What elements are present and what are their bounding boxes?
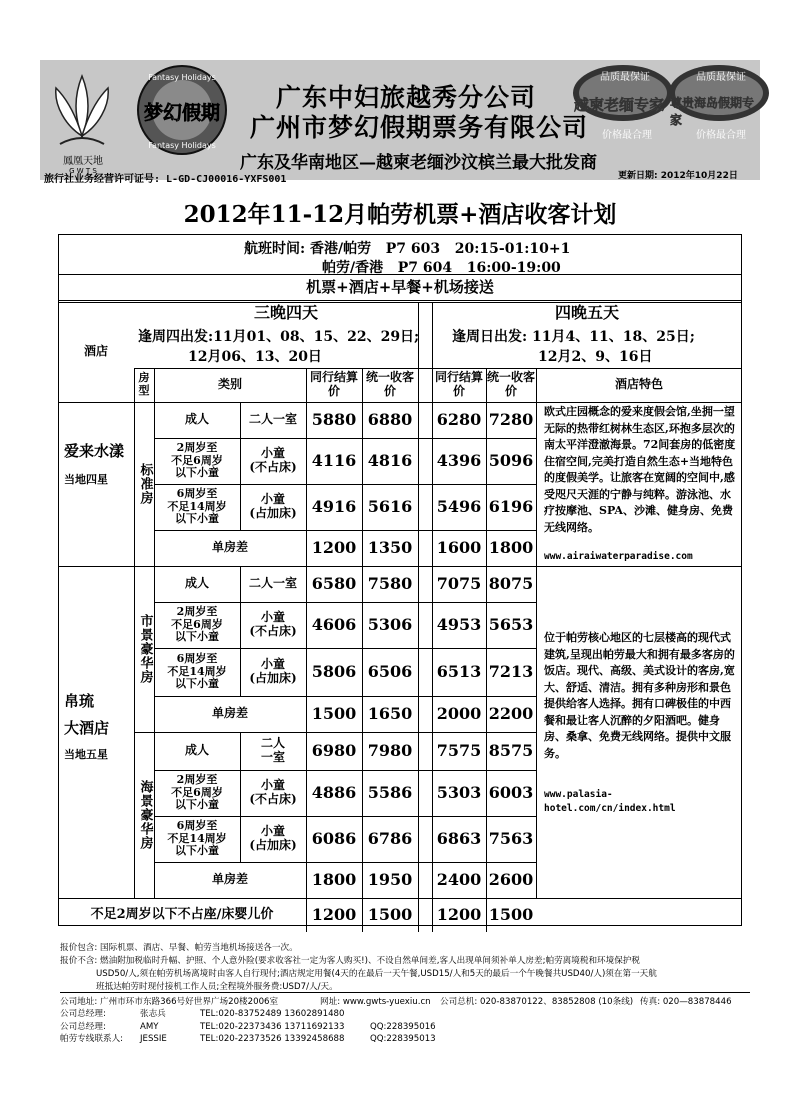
hotel-url[interactable]: www.palasia-hotel.com/cn/index.html	[544, 789, 676, 815]
flight-outbound: 航班时间: 香港/帕劳 P7 603 20:15-01:10+1	[244, 241, 571, 257]
note-exclude-cont: USD50/人,须在帕劳机场离境时由客人自行现付;酒店规定用餐(4天的在最后一天午餐,USD15/人和5天的最后一个午晚餐共USD40/人)须在第一天航	[96, 968, 657, 979]
price: 4606	[311, 614, 357, 634]
hotel-star: 当地四星	[64, 473, 108, 486]
price: 8075	[488, 573, 534, 593]
price: 5880	[311, 409, 357, 429]
contact-tel: TEL:020-22373526 13392458688	[200, 1034, 345, 1045]
price: 6003	[488, 782, 534, 802]
plan-a-dates-1: 逢周四出发:11月01、08、15、22、29日;	[138, 329, 420, 345]
slogan-right: 尊贵海岛假期专家	[670, 96, 755, 127]
price: 6506	[367, 661, 413, 681]
plan-a-dates-2: 12月06、13、20日	[188, 349, 322, 365]
fantasy-logo-text: 梦幻假期	[143, 102, 220, 124]
hotel-2-name-block	[64, 690, 132, 762]
plan-b-title: 四晚五天	[554, 302, 619, 322]
cat-kid-extra-bed: 小童 (占加床)	[249, 657, 297, 685]
cat-adult: 成人	[184, 743, 209, 758]
price: 5303	[436, 782, 482, 802]
note-include: 报价包含: 国际机票、酒店、早餐、帕劳当地机场接送各一次。	[60, 943, 298, 953]
col-hotel: 酒店	[83, 344, 108, 359]
col-feature: 酒店特色	[614, 377, 663, 392]
price: 5806	[311, 661, 357, 681]
company-website[interactable]: 网址: www.gwts-yuexiu.cn	[320, 997, 431, 1007]
col-agent-price-a: 同行结算价	[309, 370, 358, 398]
price: 7280	[488, 409, 534, 429]
contact-role: 帕劳专线联系人:	[60, 1034, 124, 1045]
cat-twin: 二人一室	[248, 576, 297, 591]
contact-name: JESSIE	[140, 1034, 167, 1045]
price: 7563	[488, 828, 534, 848]
price: 6280	[436, 409, 482, 429]
cat-kid-no-bed: 小童 (不占床)	[249, 610, 297, 638]
badge-left-top: 品质最保证	[600, 72, 650, 83]
contact-tel: TEL:020-22373436 13711692133	[200, 1021, 345, 1032]
price: 6980	[311, 740, 357, 760]
price: 7213	[488, 661, 534, 681]
company-name-1: 广东中妇旅越秀分公司	[276, 83, 537, 112]
cat-kid-no-bed: 小童 (不占床)	[249, 446, 297, 474]
price: 4953	[436, 614, 482, 634]
price: 1500	[488, 904, 534, 924]
cat-child-1: 2周岁至 不足6周岁 以下小童	[171, 605, 223, 644]
price: 1800	[488, 537, 534, 557]
plan-b-dates-2: 12月2、9、16日	[538, 349, 653, 365]
price: 1500	[311, 703, 357, 723]
price: 1350	[367, 537, 413, 557]
price: 2400	[436, 869, 482, 889]
hotel-description: 欧式庄园概念的爱来度假会馆,坐拥一望无际的热带红树林生态区,环抱多层次的南太平洋澄澈海景。72间套房的低密度住宿空间,完美打造自然生态+当地特色的度假美学。让旅客在宽阔的空间中,感受咫尺天涯的宁静与纯粹。游泳池、水疗按摩池、SPA、沙滩、健身房、免费无线网络。	[544, 405, 736, 534]
price: 4396	[436, 450, 482, 470]
price: 4886	[311, 782, 357, 802]
package-description: 机票+酒店+早餐+机场接送	[306, 278, 494, 296]
col-category: 类别	[217, 377, 242, 392]
hotel-url[interactable]: www.airaiwaterparadise.com	[544, 551, 693, 562]
contact-qq: QQ:228395013	[370, 1034, 436, 1045]
contact-role: 公司总经理:	[60, 1021, 106, 1032]
price: 1500	[367, 904, 413, 924]
company-name-2: 广州市梦幻假期票务有限公司	[250, 113, 589, 142]
divider	[58, 300, 742, 301]
contact-qq: QQ:228395016	[370, 1021, 436, 1032]
price: 1200	[311, 904, 357, 924]
price: 6863	[436, 828, 482, 848]
divider	[418, 302, 419, 932]
price: 8575	[488, 740, 534, 760]
cat-twin: 二人 一室	[260, 736, 285, 764]
cat-single: 单房差	[211, 872, 248, 887]
price: 7580	[367, 573, 413, 593]
price: 6196	[488, 496, 534, 516]
lotus-logo-text: 鳳凰天地 G W T S	[63, 156, 103, 175]
cat-kid-no-bed: 小童 (不占床)	[249, 778, 297, 806]
price: 5653	[488, 614, 534, 634]
price: 6580	[311, 573, 357, 593]
svg-text:Fantasy Holidays: Fantasy Holidays	[148, 73, 216, 82]
col-retail-price-b: 统一收客价	[486, 370, 535, 398]
price-notes	[60, 942, 750, 994]
contact-name: 张志兵	[140, 1009, 166, 1020]
price: 4916	[311, 496, 357, 516]
price: 2600	[488, 869, 534, 889]
price: 7575	[436, 740, 482, 760]
cat-child-2: 6周岁至 不足14周岁 以下小童	[167, 652, 227, 691]
col-room-type: 房型	[138, 371, 150, 397]
price: 2000	[436, 703, 482, 723]
price: 1200	[436, 904, 482, 924]
price: 4816	[367, 450, 413, 470]
divider	[60, 992, 750, 993]
cat-twin: 二人一室	[248, 412, 297, 427]
price: 1950	[367, 869, 413, 889]
hotel-name-part: 大酒店	[64, 719, 110, 737]
price: 1650	[367, 703, 413, 723]
cat-adult: 成人	[184, 576, 209, 591]
price: 5586	[367, 782, 413, 802]
hotel-star: 当地五星	[64, 748, 108, 761]
lotus-logo-icon	[46, 66, 118, 158]
hotel-name: 爱来水漾	[64, 442, 125, 460]
price: 5096	[488, 450, 534, 470]
contact-role: 公司总经理:	[60, 1009, 106, 1020]
room-type: 海景豪华房	[137, 780, 153, 850]
cat-adult: 成人	[184, 412, 209, 427]
price: 1200	[311, 537, 357, 557]
badge-left-bottom: 价格最合理	[602, 130, 652, 141]
cat-kid-extra-bed: 小童 (占加床)	[249, 824, 297, 852]
price: 4116	[311, 450, 357, 470]
plan-a-title: 三晚四天	[253, 302, 318, 322]
price: 2200	[488, 703, 534, 723]
price: 7075	[436, 573, 482, 593]
badge-right-bottom: 价格最合理	[696, 130, 746, 141]
cat-single: 单房差	[211, 540, 248, 555]
slogan-left: 越柬老缅专家	[574, 96, 665, 114]
flight-return: 帕劳/香港 P7 604 16:00-19:00	[322, 260, 561, 276]
price: 5616	[367, 496, 413, 516]
header-banner	[40, 60, 760, 180]
page-title: 2012年11-12月帕劳机票+酒店收客计划	[183, 201, 617, 228]
cat-child-1: 2周岁至 不足6周岁 以下小童	[171, 441, 223, 480]
svg-text:Fantasy Holidays: Fantasy Holidays	[148, 141, 216, 150]
update-date: 更新日期: 2012年10月22日	[618, 171, 738, 181]
price: 5306	[367, 614, 413, 634]
hotel-name-part: 帛琉	[64, 692, 95, 710]
badge-right-top: 品质最保证	[696, 72, 746, 83]
company-fax: 传真: 020—83878446	[640, 997, 732, 1007]
price: 1800	[311, 869, 357, 889]
room-type: 市景豪华房	[137, 614, 153, 684]
price: 6786	[367, 828, 413, 848]
license-number: 旅行社业务经营许可证号: L-GD-CJ00016-YXFS001	[44, 174, 287, 185]
company-phone: 公司总机: 020-83870122、83852808 (10条线)	[440, 997, 634, 1007]
col-agent-price-b: 同行结算价	[434, 370, 483, 398]
price: 6880	[367, 409, 413, 429]
note-exclude-cont: 班抵达帕劳时现付接机工作人员;全程境外服务费:USD7/人/天。	[96, 981, 338, 992]
price: 7980	[367, 740, 413, 760]
cat-single: 单房差	[211, 706, 248, 721]
contact-info	[60, 996, 750, 1046]
price: 6086	[311, 828, 357, 848]
infant-label: 不足2周岁以下不占座/床婴儿价	[90, 906, 274, 922]
cat-child-2: 6周岁至 不足14周岁 以下小童	[167, 819, 227, 858]
cat-child-1: 2周岁至 不足6周岁 以下小童	[171, 773, 223, 812]
price: 5496	[436, 496, 482, 516]
company-subtitle: 广东及华南地区—越柬老缅沙汶槟兰最大批发商	[240, 153, 597, 173]
divider	[536, 368, 537, 898]
cat-kid-extra-bed: 小童 (占加床)	[249, 492, 297, 520]
col-retail-price-a: 统一收客价	[365, 370, 414, 398]
price: 1600	[436, 537, 482, 557]
cat-child-2: 6周岁至 不足14周岁 以下小童	[167, 487, 227, 526]
contact-name: AMY	[140, 1021, 159, 1032]
hotel-description: 位于帕劳核心地区的七层楼高的现代式建筑,呈现出帕劳最大和拥有最多客房的饭店。现代、高级、美式设计的客房,宽大、舒适、清洁。拥有多种房形和景色提供给客人选择。拥有口碑极佳的中西餐和最让客人沉醉的夕阳酒吧。健身房、桑拿、免费无线网络。提供中文服务。	[544, 631, 735, 760]
price: 6513	[436, 661, 482, 681]
room-type: 标准房	[137, 463, 153, 505]
note-exclude: 报价不含: 燃油附加税临时升幅、护照、个人意外险(要求收客社一定为客人购买!)、不设自然单间差,客人出现单间须补单人房差;帕劳离境税和环境保护税	[60, 955, 641, 966]
plan-b-dates-1: 逢周日出发: 11月4、11、18、25日;	[452, 329, 695, 345]
contact-tel: TEL:020-83752489 13602891480	[200, 1009, 345, 1020]
hotel-1-name-block	[64, 440, 132, 487]
company-address: 公司地址: 广州市环市东路366号好世界广场20楼2006室	[60, 997, 279, 1007]
